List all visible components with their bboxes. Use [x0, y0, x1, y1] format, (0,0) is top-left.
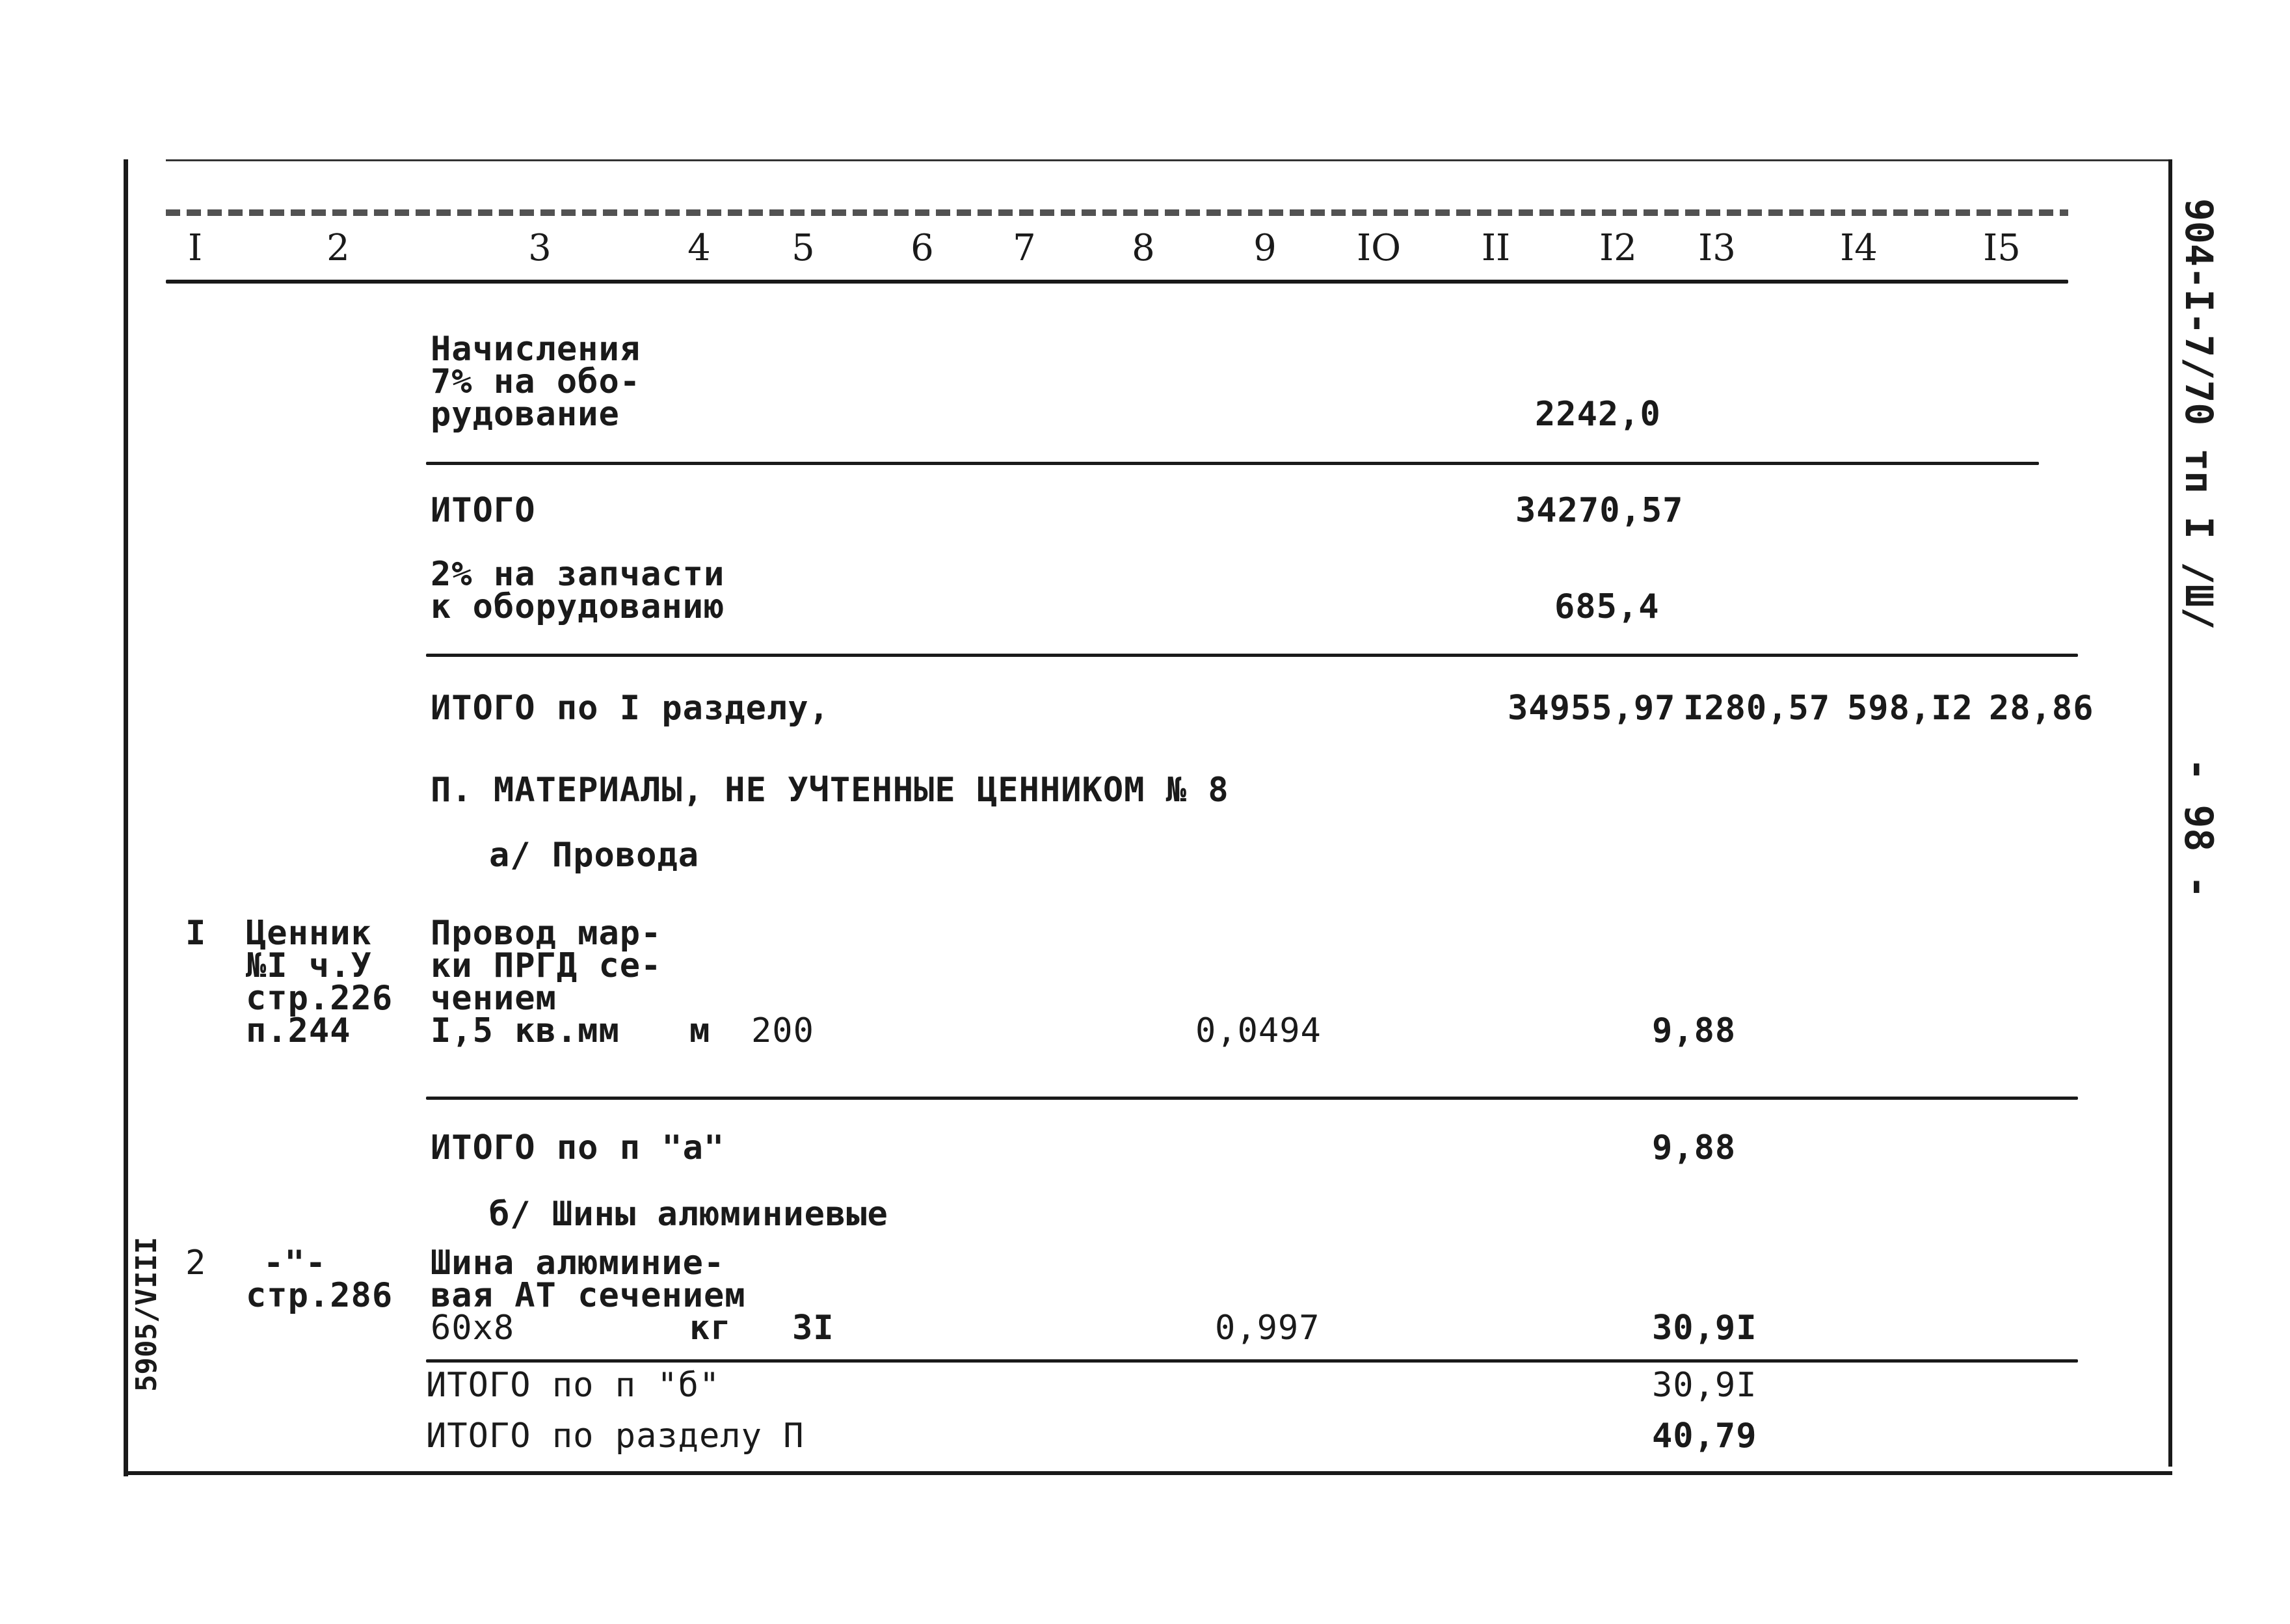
- inventory-code-vertical: 5905/VIII: [130, 1236, 163, 1392]
- item1-desc-line: ки ПРГД се-: [431, 946, 662, 985]
- charges-label-line: Начисления: [431, 330, 641, 369]
- column-number: 7: [1013, 227, 1036, 269]
- section2-total-value: 40,79: [1652, 1417, 1757, 1456]
- section1-total-col12: I280,57: [1683, 689, 1831, 728]
- sub-b-title: б/ Шины алюминиевые: [489, 1195, 888, 1234]
- total-label: ИТОГО: [431, 491, 536, 530]
- section1-total-col14: 28,86: [1989, 689, 2094, 728]
- row-divider: [426, 654, 2078, 657]
- item2-ref-line: -"-: [263, 1244, 326, 1283]
- item1-desc-line: чением: [431, 979, 557, 1018]
- spares-value: 685,4: [1554, 587, 1660, 626]
- sub-a-total-value: 9,88: [1652, 1128, 1737, 1167]
- item1-ref-line: Ценник: [246, 914, 372, 953]
- column-number: 5: [792, 227, 815, 269]
- frame-top-border: [166, 159, 2172, 161]
- item2-number: 2: [185, 1244, 207, 1283]
- sub-b-total-label: ИТОГО по п "б": [426, 1366, 721, 1405]
- section2-total-label: ИТОГО по разделу П: [426, 1417, 805, 1456]
- column-number: 9: [1253, 227, 1277, 269]
- sub-b-total-value: 30,9I: [1652, 1366, 1757, 1405]
- item1-desc-line: I,5 кв.мм: [431, 1011, 620, 1050]
- item1-ref-line: №I ч.У: [246, 946, 372, 985]
- section1-total-label: ИТОГО по I разделу,: [431, 689, 830, 728]
- column-number: 2: [326, 227, 350, 269]
- charges-label-line: 7% на обо-: [431, 362, 641, 401]
- column-number: 4: [687, 227, 711, 269]
- item1-desc-line: Провод мар-: [431, 914, 662, 953]
- item1-number: I: [185, 914, 207, 953]
- column-number: II: [1481, 227, 1511, 269]
- header-divider: [166, 280, 2068, 284]
- frame-bottom-border: [124, 1471, 2172, 1475]
- sub-a-title: а/ Провода: [489, 836, 700, 875]
- spares-label-line: к оборудованию: [431, 587, 725, 626]
- item2-ref-line: стр.286: [246, 1276, 393, 1315]
- item2-price: 0,997: [1215, 1309, 1320, 1348]
- column-number: 6: [911, 227, 934, 269]
- column-number: I4: [1840, 227, 1878, 269]
- item1-ref-line: стр.226: [246, 979, 393, 1018]
- section2-title: П. МАТЕРИАЛЫ, НЕ УЧТЕННЫЕ ЦЕННИКОМ № 8: [431, 771, 1229, 810]
- page-number-vertical: - 98 -: [2176, 758, 2221, 899]
- row-divider: [426, 1359, 2078, 1363]
- spares-label-line: 2% на запчасти: [431, 555, 725, 594]
- item1-total: 9,88: [1652, 1011, 1737, 1050]
- charges-value: 2242,0: [1535, 395, 1661, 434]
- item1-ref-line: п.244: [246, 1011, 351, 1050]
- document-code-vertical: 904-I-7/70 тп I /Ш/: [2177, 198, 2221, 630]
- item2-desc-line: Шина алюминие-: [431, 1244, 725, 1283]
- item1-unit: м: [689, 1011, 711, 1050]
- column-number: I5: [1983, 227, 2021, 269]
- item1-price: 0,0494: [1195, 1011, 1322, 1050]
- column-number: 8: [1132, 227, 1155, 269]
- column-number: I2: [1599, 227, 1637, 269]
- sub-a-total-label: ИТОГО по п "а": [431, 1128, 725, 1167]
- column-number: 3: [528, 227, 552, 269]
- section1-total-col13: 598,I2: [1847, 689, 1973, 728]
- row-divider: [426, 1097, 2078, 1100]
- item2-unit: кг: [689, 1309, 732, 1348]
- column-header-dashes: [166, 209, 2068, 216]
- column-number: I3: [1698, 227, 1736, 269]
- item2-desc-line: вая АТ сечением: [431, 1276, 746, 1315]
- section1-total-col11: 34955,97: [1508, 689, 1676, 728]
- item2-desc-line: 60х8: [431, 1309, 515, 1348]
- total-value: 34270,57: [1515, 491, 1684, 530]
- charges-label-line: рудование: [431, 395, 620, 434]
- column-number: IO: [1356, 227, 1402, 269]
- frame-right-border: [2168, 159, 2172, 1467]
- item2-total: 30,9I: [1652, 1309, 1757, 1348]
- row-divider: [426, 462, 2039, 465]
- item2-qty: 3I: [792, 1309, 834, 1348]
- frame-left-border: [124, 159, 128, 1476]
- column-number: I: [187, 227, 203, 269]
- item1-qty: 200: [751, 1011, 814, 1050]
